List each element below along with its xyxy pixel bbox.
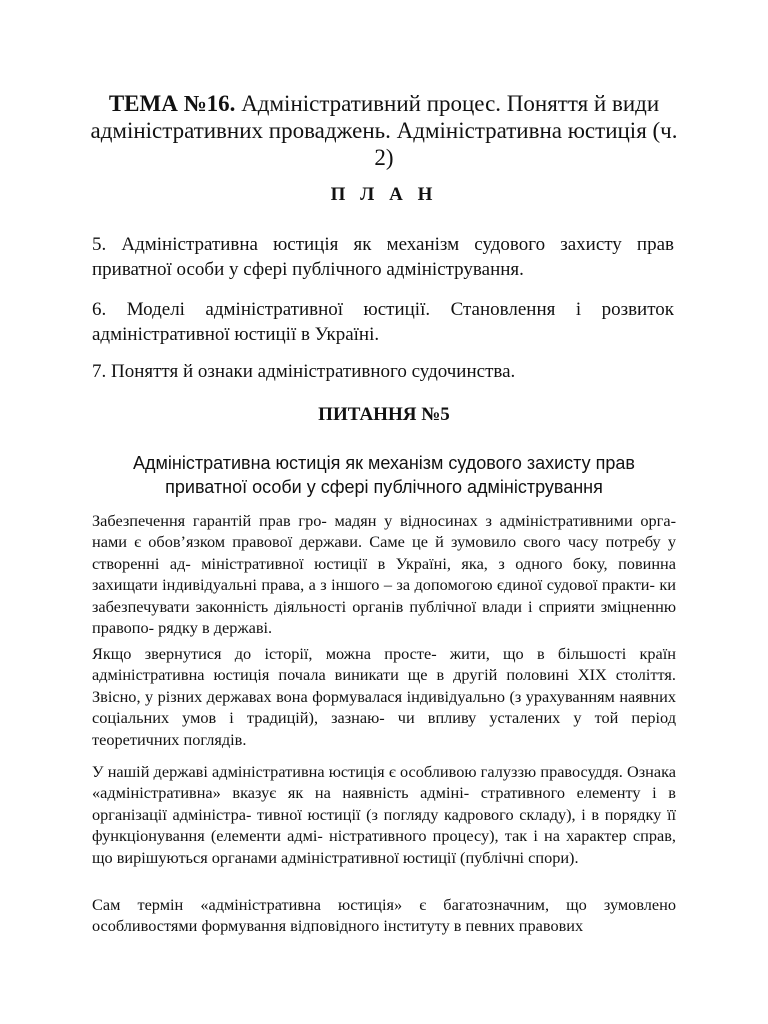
document-title: [80, 90, 688, 171]
paragraph-1: Забезпечення гарантій прав гро- мадян у відносинах з адміністративними орга- нами є обов’язком правової держави. Саме це й зумовило свого часу потребу у створенні ад- міністративної юстиції в Україні, яка, з одного боку, повинна захищати індивідуальні права, а з іншого – за допомогою єдиної судової практи- ки забезпечувати законність діяльності органів публічної влади і сприяти зміцненню правопо- рядку в державі.: [92, 511, 676, 638]
paragraph-2: Якщо звернутися до історії, можна просте- жити, що в більшості країн адміністративна юстиція почала виникати ще в другій половині XIX століття. Звісно, у різних державах вона формувалася індивідуально (з урахуванням наявних соціальних умов і традицій), зазнаю- чи впливу усталених у той період теоретичних поглядів.: [92, 644, 676, 749]
plan-item-5: 5. Адміністративна юстиція як механізм судового захисту прав приватної особи у сфері публічного адміністрування.: [92, 234, 674, 280]
title-text: Адміністративний процес. Поняття й види адміністративних проваджень. Адміністративна юстиція (ч. 2): [90, 91, 678, 170]
question-subtitle: Адміністративна юстиція як механізм судового захисту прав приватної особи у сфері публічного адміністрування: [133, 453, 635, 497]
plan-heading: П Л А Н: [330, 184, 438, 205]
plan-item-6: 6. Моделі адміністративної юстиції. Становлення і розвиток адміністративної юстиції в Україні.: [92, 299, 674, 345]
question-heading: ПИТАННЯ №5: [318, 404, 450, 425]
paragraph-4: Сам термін «адміністративна юстиція» є багатозначним, що зумовлено особливостями формування відповідного інституту в певних правових: [92, 895, 676, 936]
paragraph-3: У нашій державі адміністративна юстиція є особливою галуззю правосуддя. Ознака «адміністративна» вказує як на наявність адміні- стративного елементу і в організації адміністра- тивної юстиції (з погляду кадрового складу), і в порядку її функціонування (елементи адмі- ністративного процесу), так і на характер справ, що вирішуються органами адміністративної юстиції (публічні спори).: [92, 762, 676, 867]
plan-item-7: 7. Поняття й ознаки адміністративного судочинства.: [92, 361, 516, 382]
title-topic-number: ТЕМА №16.: [108, 91, 236, 116]
